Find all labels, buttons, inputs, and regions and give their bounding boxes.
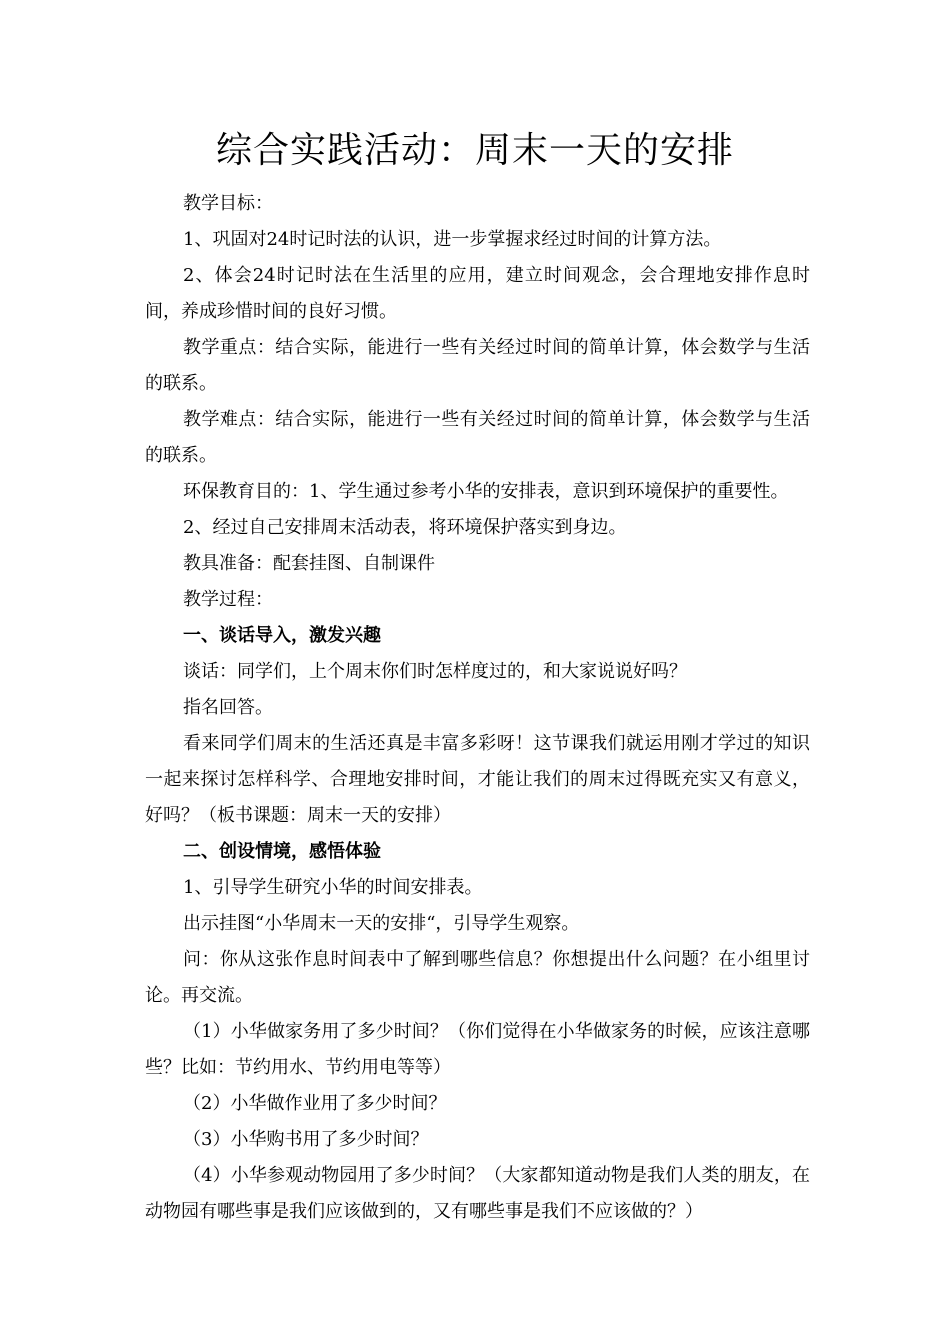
paragraph: （3）小华购书用了多少时间？ (183, 1129, 429, 1150)
document-body (145, 186, 810, 1230)
paragraph: （4）小华参观动物园用了多少时间？（大家都知道动物是我们人类的朋友，在动物园有哪些事是我们应该做到的，又有哪些事是我们不应该做的？） (145, 1165, 810, 1222)
paragraph: 教学过程： (183, 589, 273, 610)
paragraph: 2、经过自己安排周末活动表，将环境保护落实到身边。 (183, 517, 627, 538)
paragraph: 1、引导学生研究小华的时间安排表。 (183, 877, 483, 898)
section-heading: 一、谈话导入，激发兴趣 (183, 625, 381, 646)
paragraph: 出示挂图“小华周末一天的安排“，引导学生观察。 (183, 913, 580, 934)
document-title: 综合实践活动：周末一天的安排 (215, 130, 734, 171)
paragraph: 谈话：同学们，上个周末你们时怎样度过的，和大家说说好吗？ (183, 661, 687, 682)
paragraph: 环保教育目的：1、学生通过参考小华的安排表，意识到环境保护的重要性。 (183, 481, 789, 502)
section-heading: 二、创设情境，感悟体验 (183, 841, 381, 862)
paragraph: 教学重点：结合实际，能进行一些有关经过时间的简单计算，体会数学与生活的联系。 (145, 337, 810, 394)
paragraph: （2）小华做作业用了多少时间？ (183, 1093, 447, 1114)
paragraph: 教学难点：结合实际，能进行一些有关经过时间的简单计算，体会数学与生活的联系。 (145, 409, 810, 466)
paragraph: 教具准备：配套挂图、自制课件 (183, 553, 435, 574)
paragraph: 看来同学们周末的生活还真是丰富多彩呀！这节课我们就运用刚才学过的知识一起来探讨怎样科学、合理地安排时间，才能让我们的周末过得既充实又有意义，好吗？（板书课题：周末一天的安排） (145, 733, 810, 826)
paragraph: 2、体会24时记时法在生活里的应用，建立时间观念，会合理地安排作息时间，养成珍惜时间的良好习惯。 (145, 265, 810, 322)
paragraph: 教学目标： (183, 193, 273, 214)
paragraph: 指名回答。 (183, 697, 273, 718)
paragraph: 1、巩固对24时记时法的认识，进一步掌握求经过时间的计算方法。 (183, 229, 722, 250)
paragraph: （1）小华做家务用了多少时间？（你们觉得在小华做家务的时候，应该注意哪些？比如：节约用水、节约用电等等） (145, 1021, 810, 1078)
paragraph: 问：你从这张作息时间表中了解到哪些信息？你想提出什么问题？在小组里讨论。再交流。 (145, 949, 810, 1006)
